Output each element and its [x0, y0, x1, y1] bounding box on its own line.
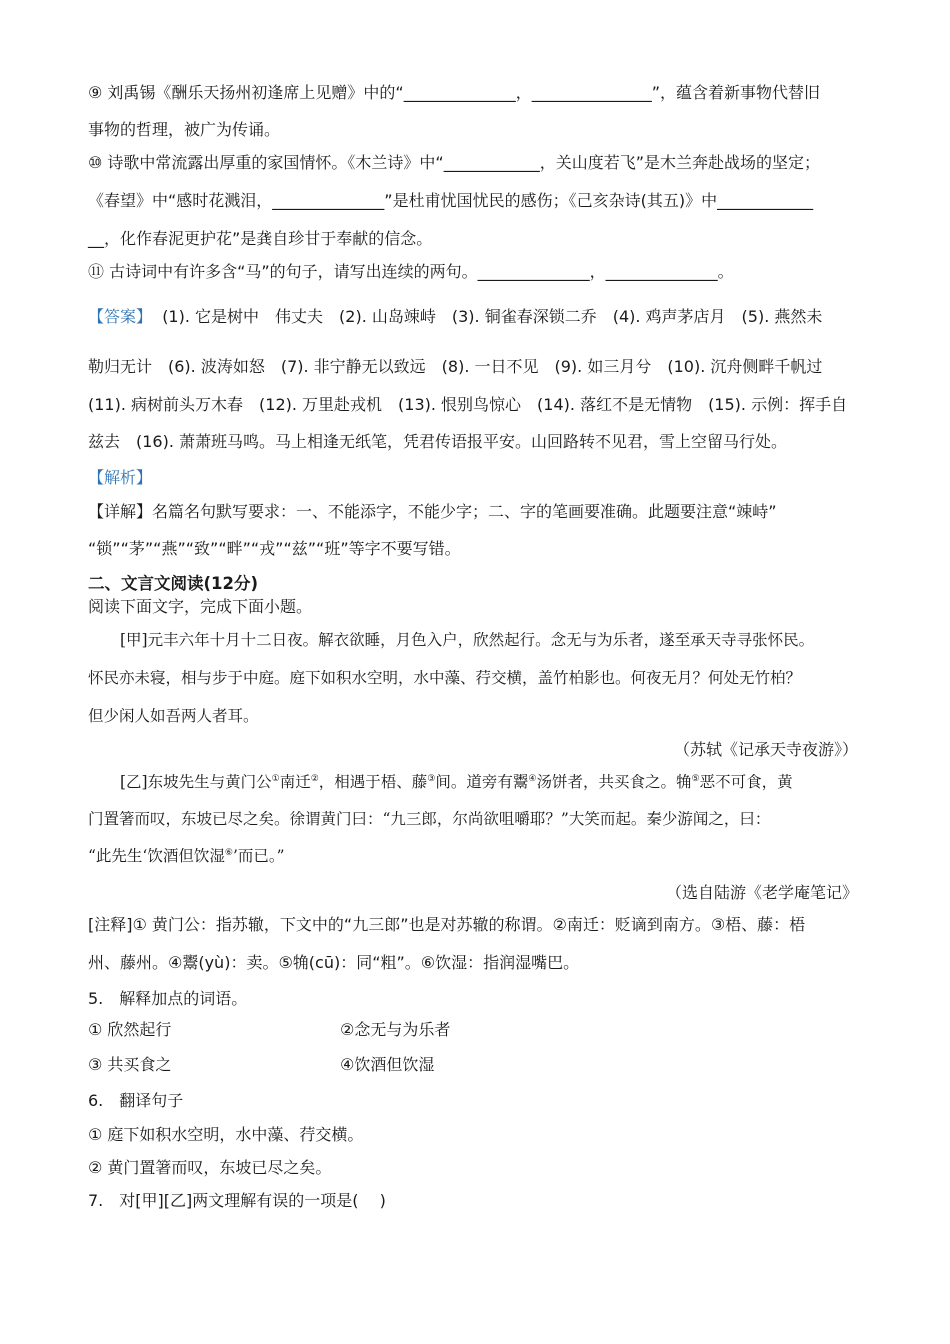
passage-yi-line-2: 门置箸而叹，东坡已尽之矣。徐谓黄门曰：“九三郎，尔尚欲咀嚼耶？”大笑而起。秦少游闻之，曰：	[88, 810, 771, 828]
section-title: 二、文言文阅读(12分)	[88, 574, 259, 593]
passage-jia-line-2: 怀民亦未寝，相与步于中庭。庭下如积水空明，水中藻、荇交横，盖竹柏影也。何夜无月？何处无竹柏？	[88, 669, 802, 687]
yi-seg-7: “此先生‘饮酒但饮湿	[88, 847, 225, 865]
yi-seg-3: ，相遇于梧、藤	[318, 773, 428, 791]
footnote-mark: ②	[310, 774, 319, 784]
analysis-line-1: 【详解】名篇名句默写要求：一、不能添字，不能少字；二、字的笔画要准确。此题要注意“竦峙”	[88, 502, 777, 521]
question-9-line-2: 事物的哲理，被广为传诵。	[88, 120, 281, 139]
yi-seg-2: 南迁	[279, 773, 311, 791]
footnote-mark: ⑥	[224, 848, 233, 858]
question-5-row-1	[88, 1017, 910, 1040]
yi-seg-8: ’而已。”	[232, 847, 285, 865]
analysis-line-2: “锁”“茅”“燕”“致”“畔”“戎”“兹”“班”等字不要写错。	[88, 539, 461, 558]
yi-seg-4: 间。道旁有鬻	[435, 773, 529, 791]
footnote-mark: ③	[427, 774, 436, 784]
passage-jia-line-1: [甲]元丰六年十月十二日夜。解衣欲睡，月色入户，欣然起行。念无与为乐者，遂至承天寺寻张怀民。	[120, 631, 815, 649]
q5-item-1: ① 欣然起行	[88, 1020, 172, 1039]
passage-yi-source: （选自陆游《老学庵笔记》	[665, 883, 858, 902]
passage-yi-line-3	[88, 844, 910, 866]
question-11-line: ⑪ 古诗词中有许多含“马”的句子，请写出连续的两句。______________，______________。	[88, 262, 734, 281]
footnote-mark: ④	[528, 774, 537, 784]
section-intro: 阅读下面文字，完成下面小题。	[88, 597, 313, 616]
passage-yi-line-1	[120, 770, 910, 792]
question-6-item-1: ① 庭下如积水空明，水中藻、荇交横。	[88, 1125, 364, 1144]
footnote-mark: ⑤	[691, 774, 700, 784]
q5-item-3: ③ 共买食之	[88, 1055, 172, 1074]
yi-seg-5: 汤饼者，共买食之。觕	[536, 773, 692, 791]
passage-jia-source: （苏轼《记承天寺夜游》）	[673, 740, 858, 759]
q5-item-2: ②念无与为乐者	[340, 1020, 451, 1039]
question-7-title: 7. 对[甲][乙]两文理解有误的一项是( )	[88, 1191, 386, 1210]
notes-line-1: [注释]① 黄门公：指苏辙，下文中的“九三郎”也是对苏辙的称谓。②南迁：贬谪到南方。③梧、藤：梧	[88, 915, 806, 934]
answer-line-3: (11). 病树前头万木春 (12). 万里赴戎机 (13). 恨别鸟惊心 (14). 落红不是无情物 (15). 示例：挥手自	[88, 395, 848, 414]
analysis-tag: 【解析】	[88, 468, 153, 487]
notes-line-2: 州、藤州。④鬻(yù)：卖。⑤觕(cū)：同“粗”。⑥饮湿：指润湿嘴巴。	[88, 953, 580, 972]
question-5-title: 5. 解释加点的词语。	[88, 989, 248, 1008]
answer-tag: 【答案】	[88, 307, 153, 326]
question-10-line-3: __，化作春泥更护花”是龚自珍甘于奉献的信念。	[88, 229, 433, 248]
question-9-line-1: ⑨ 刘禹锡《酬乐天扬州初逢席上见赠》中的“______________，_______________”，蕴含着新事物代替旧	[88, 83, 821, 102]
yi-seg-6: 恶不可食，黄	[699, 773, 793, 791]
question-5-row-2	[88, 1052, 910, 1075]
question-10-line-2: 《春望》中“感时花溅泪，______________”是杜甫忧国忧民的感伤；《己亥杂诗(其五)》中____________	[88, 191, 814, 210]
passage-jia-line-3: 但少闲人如吾两人者耳。	[88, 707, 259, 725]
footnote-mark: ①	[271, 774, 280, 784]
answer-text-1: (1). 它是树中 伟丈夫 (2). 山岛竦峙 (3). 铜雀春深锁二乔 (4). 鸡声茅店月 (5). 燕然未	[162, 307, 823, 326]
answer-line-1	[88, 304, 910, 327]
answer-line-4: 兹去 (16). 萧萧班马鸣。马上相逢无纸笔，凭君传语报平安。山回路转不见君，雪上空留马行处。	[88, 432, 788, 451]
yi-seg-1: [乙]东坡先生与黄门公	[120, 773, 272, 791]
question-6-item-2: ② 黄门置箸而叹，东坡已尽之矣。	[88, 1158, 332, 1177]
question-6-title: 6. 翻译句子	[88, 1091, 184, 1110]
q5-item-4: ④饮酒但饮湿	[340, 1055, 435, 1074]
question-10-line-1: ⑩ 诗歌中常流露出厚重的家国情怀。《木兰诗》中“____________，关山度若飞”是木兰奔赴战场的坚定；	[88, 153, 821, 172]
answer-line-2: 勒归无计 (6). 波涛如怒 (7). 非宁静无以致远 (8). 一日不见 (9). 如三月兮 (10). 沉舟侧畔千帆过	[88, 357, 823, 376]
